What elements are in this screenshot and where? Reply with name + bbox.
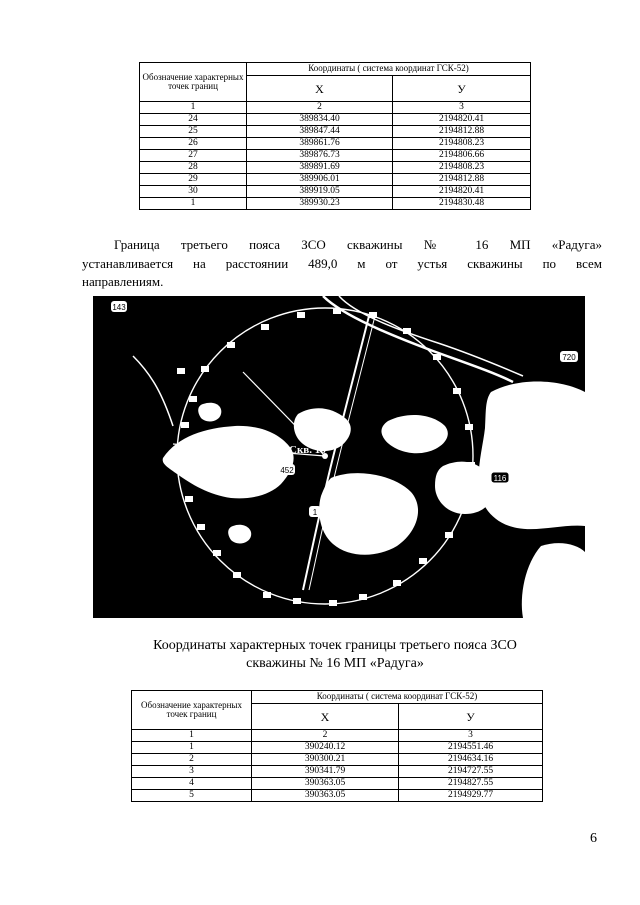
well-label: Скв. 16 xyxy=(289,444,326,456)
x-value: 389930.23 xyxy=(247,198,393,210)
x-value: 389861.76 xyxy=(247,138,393,150)
boundary-point-marker xyxy=(181,422,189,428)
y-value: 2194830.48 xyxy=(393,198,531,210)
y-value: 2194806.66 xyxy=(393,150,531,162)
boundary-point-marker xyxy=(433,354,441,360)
boundary-point-marker xyxy=(419,558,427,564)
table-row xyxy=(140,150,531,162)
boundary-point-marker xyxy=(459,502,467,508)
table-row xyxy=(140,138,531,150)
boundary-point-marker xyxy=(197,524,205,530)
point-id: 24 xyxy=(140,114,247,126)
table-row xyxy=(132,742,543,754)
boundary-point-marker xyxy=(359,594,367,600)
header-designation: Обозначение характерных точек границ xyxy=(140,63,247,102)
map-tag-label: 1 xyxy=(312,508,318,517)
col-num: 2 xyxy=(252,730,399,742)
point-id: 25 xyxy=(140,126,247,138)
boundary-point-marker xyxy=(261,324,269,330)
table-caption xyxy=(100,637,570,673)
table-row xyxy=(132,766,543,778)
boundary-point-marker xyxy=(467,462,475,468)
boundary-point-marker xyxy=(233,572,241,578)
header-coordinates: Координаты ( система координат ГСК-52) xyxy=(247,63,531,76)
map-tag-label: 116 xyxy=(493,474,507,483)
boundary-point-marker xyxy=(333,308,341,314)
boundary-point-marker xyxy=(227,342,235,348)
coordinates-table-bottom xyxy=(131,690,543,802)
col-num: 3 xyxy=(399,730,543,742)
x-value: 389891.69 xyxy=(247,162,393,174)
table-row xyxy=(132,778,543,790)
point-id: 3 xyxy=(132,766,252,778)
y-value: 2194812.88 xyxy=(393,174,531,186)
table-row xyxy=(140,126,531,138)
paragraph-line: устанавливается на расстоянии 489,0 м от устья скважины по всем xyxy=(82,255,602,271)
col-num: 3 xyxy=(393,102,531,114)
y-value: 2194820.41 xyxy=(393,114,531,126)
boundary-point-marker xyxy=(213,550,221,556)
boundary-point-marker xyxy=(185,496,193,502)
page-number: 6 xyxy=(590,831,597,846)
y-value: 2194634.16 xyxy=(399,754,543,766)
point-id: 27 xyxy=(140,150,247,162)
map-image xyxy=(93,296,585,618)
table-row xyxy=(140,198,531,210)
boundary-point-marker xyxy=(445,532,453,538)
x-value: 390363.05 xyxy=(252,778,399,790)
map-tag-label: 143 xyxy=(112,303,126,312)
boundary-point-marker xyxy=(263,592,271,598)
header-x: X xyxy=(252,704,399,730)
header-y: У xyxy=(393,76,531,102)
boundary-point-marker xyxy=(189,396,197,402)
map-graphic xyxy=(93,296,585,618)
caption-line: скважины № 16 МП «Радуга» xyxy=(246,656,424,671)
point-id: 2 xyxy=(132,754,252,766)
boundary-point-marker xyxy=(201,366,209,372)
x-value: 389906.01 xyxy=(247,174,393,186)
point-id: 1 xyxy=(132,742,252,754)
y-value: 2194929.77 xyxy=(399,790,543,802)
body-paragraph xyxy=(82,236,602,292)
table-row xyxy=(140,162,531,174)
x-value: 390363.05 xyxy=(252,790,399,802)
caption-line: Координаты характерных точек границы третьего пояса ЗСО xyxy=(153,638,517,653)
point-id: 26 xyxy=(140,138,247,150)
table-row xyxy=(140,186,531,198)
header-y: У xyxy=(399,704,543,730)
map-tag-label: 452 xyxy=(280,466,294,475)
y-value: 2194727.55 xyxy=(399,766,543,778)
paragraph-line: Граница третьего пояса ЗСО скважины № 16 МП «Радуга» xyxy=(114,237,602,252)
x-value: 389847.44 xyxy=(247,126,393,138)
boundary-point-marker xyxy=(297,312,305,318)
point-id: 30 xyxy=(140,186,247,198)
boundary-point-marker xyxy=(453,388,461,394)
x-value: 389919.05 xyxy=(247,186,393,198)
x-value: 390240.12 xyxy=(252,742,399,754)
boundary-point-marker xyxy=(177,368,185,374)
boundary-point-marker xyxy=(293,598,301,604)
header-x: X xyxy=(247,76,393,102)
table-row xyxy=(140,114,531,126)
x-value: 389876.73 xyxy=(247,150,393,162)
col-num: 2 xyxy=(247,102,393,114)
terrain-area xyxy=(479,381,585,529)
x-value: 389834.40 xyxy=(247,114,393,126)
table-row xyxy=(132,790,543,802)
y-value: 2194820.41 xyxy=(393,186,531,198)
point-id: 28 xyxy=(140,162,247,174)
point-id: 29 xyxy=(140,174,247,186)
boundary-point-marker xyxy=(465,424,473,430)
y-value: 2194827.55 xyxy=(399,778,543,790)
boundary-point-marker xyxy=(403,328,411,334)
point-id: 5 xyxy=(132,790,252,802)
header-designation: Обозначение характерных точек границ xyxy=(132,691,252,730)
y-value: 2194551.46 xyxy=(399,742,543,754)
y-value: 2194812.88 xyxy=(393,126,531,138)
x-value: 390300.21 xyxy=(252,754,399,766)
x-value: 390341.79 xyxy=(252,766,399,778)
header-coordinates: Координаты ( система координат ГСК-52) xyxy=(252,691,543,704)
map-tag-label: 720 xyxy=(562,353,576,362)
boundary-point-marker xyxy=(177,466,185,472)
table-row xyxy=(132,754,543,766)
paragraph-line: направлениям. xyxy=(82,274,164,289)
coordinates-table-top xyxy=(139,62,531,210)
point-id: 1 xyxy=(140,198,247,210)
col-num: 1 xyxy=(140,102,247,114)
boundary-point-marker xyxy=(393,580,401,586)
boundary-point-marker xyxy=(369,312,377,318)
y-value: 2194808.23 xyxy=(393,162,531,174)
point-id: 4 xyxy=(132,778,252,790)
boundary-point-marker xyxy=(329,600,337,606)
col-num: 1 xyxy=(132,730,252,742)
y-value: 2194808.23 xyxy=(393,138,531,150)
table-row xyxy=(140,174,531,186)
